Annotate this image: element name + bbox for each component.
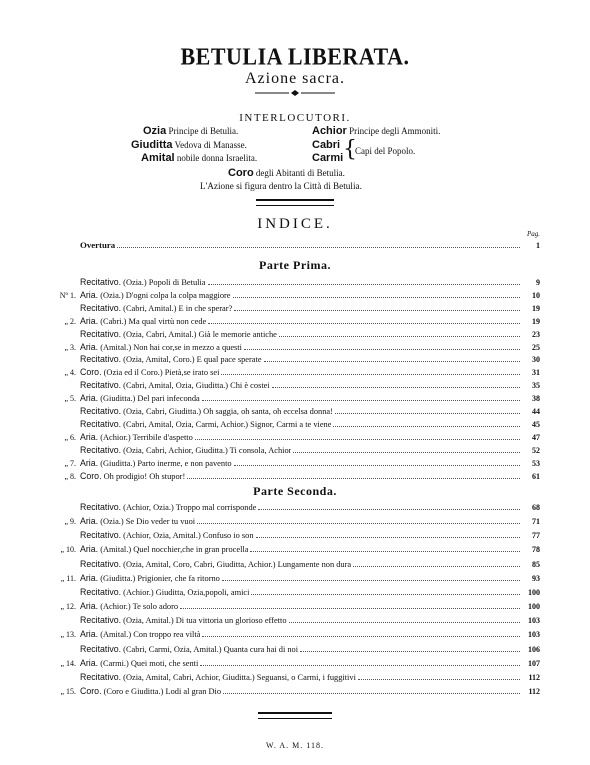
entry-type: Recitativo. — [80, 328, 122, 339]
index-heading: INDICE. — [257, 216, 333, 232]
index-row — [50, 405, 540, 417]
entry-text: (Cabri.) Ma qual virtù non cede — [98, 316, 207, 326]
entry-title — [80, 328, 277, 341]
entry-number: „ 13. — [60, 630, 76, 640]
entry-type: Aria. — [80, 657, 99, 668]
index-row — [50, 628, 540, 640]
entry-text: (Achior.) Terribile d'aspetto — [98, 432, 193, 442]
entry-text: (Giuditta.) Prigionier, che fa ritorno — [98, 573, 220, 583]
entry-text: (Ozia, Amital, Coro.) E qual pace sperate — [121, 355, 262, 365]
entry-number: „ 7. — [64, 458, 76, 468]
entry-type: Recitativo. — [80, 444, 122, 455]
index-row — [50, 470, 540, 482]
entry-type: Aria. — [80, 315, 99, 326]
leader-dots — [202, 392, 520, 401]
entry-number: „ 4. — [64, 368, 76, 378]
cast-cabri — [312, 139, 340, 151]
entry-number: „ 3. — [64, 342, 76, 352]
entry-text: (Ozia, Amital, Cabri, Achior, Giuditta.) Seguansi, o Carmi, i fuggitivi — [121, 672, 356, 682]
index-row — [50, 392, 540, 404]
entry-title — [80, 431, 193, 444]
entry-type: Aria. — [80, 601, 99, 612]
entry-text: (Ozia.) Se Dio veder tu vuoi — [98, 517, 196, 527]
entry-type: Recitativo. — [80, 671, 122, 682]
entry-title — [80, 392, 200, 405]
entry-title — [80, 341, 242, 354]
entry-title — [80, 302, 232, 315]
leader-dots — [234, 302, 520, 311]
leader-dots — [222, 572, 520, 581]
entry-title — [80, 600, 178, 613]
index-row — [50, 643, 540, 655]
entry-page: 10 — [532, 290, 540, 300]
entry-type: Coro. — [80, 367, 102, 378]
leader-dots — [244, 341, 520, 350]
entry-title — [80, 614, 287, 627]
entry-title — [80, 418, 331, 431]
entry-title — [80, 685, 221, 698]
cast-name: Coro — [228, 167, 254, 179]
cast-desc: Capi del Popolo. — [355, 146, 416, 156]
entry-number: „ 10. — [60, 545, 76, 555]
index-row — [50, 671, 540, 683]
leader-dots — [293, 444, 520, 453]
leader-dots — [353, 558, 520, 567]
index-row — [50, 379, 540, 391]
cast-name: Cabri — [312, 139, 341, 151]
leader-dots — [289, 614, 520, 623]
part-two-heading: Parte Seconda. — [253, 484, 337, 498]
entry-text: (Amital.) Non hai cor,se in mezzo a questi — [98, 342, 242, 352]
cast-name: Carmi — [312, 152, 344, 164]
page-column-label: Pag. — [526, 230, 540, 238]
cast-coro — [228, 167, 345, 179]
entry-text: (Amital.) Con troppo rea viltà — [98, 630, 201, 640]
entry-type: Recitativo. — [80, 586, 122, 597]
entry-text: (Achior, Ozia.) Troppo mal corrisponde — [121, 503, 257, 512]
entry-page: 100 — [528, 602, 540, 612]
leader-dots — [251, 586, 520, 595]
cast-giuditta — [131, 139, 247, 151]
entry-title — [80, 543, 248, 556]
entry-type: Recitativo. — [80, 302, 122, 313]
entry-text: (Ozia, Amital.) Di tua vittoria un glorioso effetto — [121, 616, 287, 626]
entry-title — [80, 501, 256, 514]
entry-text: (Giuditta.) Parto inerme, e non pavento — [98, 458, 232, 468]
entry-text: (Ozia, Cabri, Giuditta.) Oh saggia, oh santa, oh eccelsa donna! — [121, 407, 333, 416]
entry-text: Oh prodigio! Oh stupor! — [101, 471, 186, 481]
entry-number: „ 6. — [64, 432, 76, 442]
index-row — [50, 515, 540, 527]
leader-dots — [223, 685, 520, 694]
setting-note: L'Azione si figura dentro la Città di Betulia. — [200, 181, 362, 191]
entry-title — [80, 643, 298, 656]
entry-type: Aria. — [80, 516, 99, 527]
entry-text: (Carmi.) Quei moti, che senti — [98, 658, 199, 668]
entry-title — [80, 586, 249, 599]
leader-dots — [180, 600, 520, 609]
leader-dots — [250, 543, 520, 552]
leader-dots — [233, 289, 520, 298]
entry-text: (Ozia ed il Coro.) Pietà,se irato sei — [101, 368, 220, 378]
entry-type: Recitativo. — [80, 615, 122, 626]
leader-dots — [358, 671, 520, 680]
plate-number: W. A. M. 118. — [266, 741, 324, 750]
index-row — [50, 529, 540, 541]
entry-page: 107 — [528, 658, 540, 668]
index-row — [50, 572, 540, 584]
leader-dots — [200, 657, 520, 666]
entry-page: 19 — [532, 303, 540, 313]
entry-page: 9 — [536, 278, 540, 287]
index-row — [50, 657, 540, 669]
leader-dots — [208, 276, 520, 285]
index-row — [50, 276, 540, 288]
cast-achior — [312, 125, 440, 137]
entry-type: Aria. — [80, 629, 99, 640]
entry-text: (Ozia, Amital, Coro, Cabri, Giuditta, Achior.) Lungamente non dura — [121, 559, 352, 569]
entry-text: (Ozia.) D'ogni colpa la colpa maggiore — [98, 290, 231, 300]
entry-number: „ 14. — [60, 658, 76, 668]
entry-title — [80, 515, 195, 528]
index-row — [50, 353, 540, 365]
entry-text: (Ozia, Cabri, Amital.) Già le memorie antiche — [121, 329, 277, 339]
entry-title — [80, 572, 220, 585]
entry-text: (Coro e Giuditta.) Lodi al gran Dio — [101, 686, 222, 696]
entry-title — [80, 671, 356, 684]
entry-page: 106 — [528, 644, 540, 654]
index-row — [50, 614, 540, 626]
entry-type: Recitativo. — [80, 502, 122, 512]
entry-text: (Ozia.) Popoli di Betulia — [121, 278, 206, 287]
entry-type: Aria. — [80, 431, 99, 442]
leader-dots — [208, 315, 520, 324]
entry-type: Aria. — [80, 289, 99, 300]
entry-number: „ 11. — [60, 573, 76, 583]
entry-page: 93 — [532, 573, 540, 583]
entry-page: 1 — [536, 241, 540, 250]
entry-type: Recitativo. — [80, 643, 122, 654]
entry-page: 35 — [532, 381, 540, 391]
index-row — [50, 543, 540, 555]
entry-text: (Achior.) Giuditta, Ozia,popoli, amici — [121, 587, 250, 597]
entry-title — [80, 657, 198, 670]
entry-text: (Achior, Ozia, Amital.) Confuso io son — [121, 531, 254, 541]
work-subtitle: Azione sacra. — [244, 70, 346, 87]
entry-text: (Cabri, Amital.) E in che sperar? — [121, 303, 233, 313]
entry-type: Aria. — [80, 572, 99, 583]
entry-text: (Giuditta.) Del pari infeconda — [98, 394, 200, 404]
entry-page: 30 — [532, 355, 540, 365]
cast-amital — [141, 152, 257, 164]
entry-type: Recitativo. — [80, 380, 122, 391]
cast-desc: Principe di Betulia. — [168, 126, 239, 136]
index-row — [50, 685, 540, 697]
leader-dots — [333, 418, 520, 427]
entry-number: „ 15. — [60, 686, 76, 696]
entry-type: Aria. — [80, 393, 99, 404]
entry-page: 25 — [532, 342, 540, 352]
entry-title — [80, 315, 206, 328]
entry-type: Aria. — [80, 341, 99, 352]
entry-text: (Amital.) Quel nocchier,che in gran procella — [98, 545, 249, 555]
cast-capi — [355, 146, 415, 156]
leader-dots — [256, 529, 520, 538]
leader-dots — [195, 431, 520, 440]
end-rule — [258, 712, 332, 719]
entry-page: 112 — [528, 672, 540, 682]
index-row — [50, 366, 540, 378]
cast-carmi — [312, 152, 343, 164]
entry-page: 31 — [532, 368, 540, 378]
index-row — [50, 558, 540, 570]
index-row — [50, 501, 540, 513]
index-row — [50, 457, 540, 469]
cast-desc: nobile donna Israelita. — [176, 153, 258, 163]
entry-page: 68 — [532, 503, 540, 512]
index-row — [50, 341, 540, 353]
interlocutori-heading: INTERLOCUTORI. — [239, 112, 351, 124]
leader-dots — [300, 643, 520, 652]
entry-text: (Cabri, Amital, Ozia, Carmi, Achior.) Signor, Carmi a te viene — [121, 419, 332, 429]
entry-text: (Ozia, Cabri, Achior, Giuditta.) Ti consola, Achior — [121, 445, 292, 455]
entry-page: 53 — [532, 458, 540, 468]
entry-page: 78 — [532, 545, 540, 555]
entry-title — [80, 366, 219, 379]
entry-type: Recitativo. — [80, 418, 122, 429]
entry-text: (Cabri, Carmi, Ozia, Amital.) Quanta cura hai di noi — [121, 644, 299, 654]
entry-title — [80, 444, 291, 457]
entry-title — [80, 276, 206, 289]
entry-page: 45 — [532, 419, 540, 429]
index-row — [50, 328, 540, 340]
leader-dots — [202, 628, 520, 637]
entry-type: Coro. — [80, 685, 102, 696]
entry-type: Recitativo. — [80, 530, 122, 541]
entry-type: Aria. — [80, 457, 99, 468]
entry-title — [80, 529, 254, 542]
cast-desc: degli Abitanti di Betulia. — [255, 168, 345, 178]
section-rule — [256, 199, 334, 206]
index-row-overtura — [50, 239, 540, 251]
entry-title — [80, 289, 231, 302]
entry-page: 103 — [528, 630, 540, 640]
leader-dots — [117, 239, 520, 248]
leader-dots — [335, 405, 520, 414]
leader-dots — [234, 457, 520, 466]
index-row — [50, 315, 540, 327]
entry-title — [80, 558, 351, 571]
entry-number: Nº 1. — [59, 290, 76, 300]
entry-type: Recitativo. — [80, 354, 122, 365]
entry-title — [80, 457, 232, 470]
entry-title — [80, 353, 262, 366]
index-row — [50, 586, 540, 598]
entry-page: 44 — [532, 407, 540, 416]
cast-ozia — [143, 125, 238, 137]
index-row — [50, 289, 540, 301]
leader-dots — [221, 366, 520, 375]
entry-title — [80, 405, 333, 418]
index-row — [50, 302, 540, 314]
entry-page: 38 — [532, 394, 540, 404]
entry-page: 61 — [532, 471, 540, 481]
entry-text: (Achior.) Te solo adoro — [98, 602, 179, 612]
entry-page: 112 — [528, 686, 540, 696]
cast-name: Ozia — [143, 125, 167, 137]
entry-page: 77 — [532, 531, 540, 541]
entry-number: „ 2. — [64, 316, 76, 326]
cast-desc: Principe degli Ammoniti. — [349, 126, 441, 136]
leader-dots — [279, 328, 520, 337]
index-row — [50, 431, 540, 443]
entry-page: 100 — [528, 587, 540, 597]
leader-dots — [272, 379, 520, 388]
cast-name: Giuditta — [131, 139, 173, 151]
entry-type: Recitativo. — [80, 558, 122, 569]
cast-name: Amital — [141, 152, 175, 164]
entry-page: 52 — [532, 445, 540, 455]
leader-dots — [264, 353, 520, 362]
leader-dots — [197, 515, 520, 524]
ornament-divider — [255, 90, 335, 96]
entry-page: 103 — [528, 616, 540, 626]
part-one-heading: Parte Prima. — [259, 258, 331, 272]
entry-page: 23 — [532, 329, 540, 339]
entry-title: Overtura — [80, 240, 116, 250]
index-row — [50, 418, 540, 430]
leader-dots — [258, 501, 520, 510]
entry-page: 19 — [532, 316, 540, 326]
cast-name: Achior — [312, 125, 347, 137]
work-title: BETULIA LIBERATA. — [180, 42, 410, 71]
entry-type: Recitativo. — [80, 406, 122, 416]
entry-number: „ 12. — [60, 602, 76, 612]
entry-title — [80, 379, 270, 392]
entry-text: (Cabri, Amital, Ozia, Giuditta.) Chi è costei — [121, 381, 270, 391]
cast-desc: Vedova di Manasse. — [174, 140, 247, 150]
entry-number: „ 8. — [64, 471, 76, 481]
entry-page: 85 — [532, 559, 540, 569]
entry-title — [80, 470, 185, 483]
index-row — [50, 444, 540, 456]
leader-dots — [187, 470, 520, 479]
entry-number: „ 9. — [64, 517, 76, 527]
entry-type: Coro. — [80, 470, 102, 481]
entry-number: „ 5. — [64, 394, 76, 404]
brace-glyph: { — [343, 137, 357, 162]
entry-page: 47 — [532, 432, 540, 442]
index-row — [50, 600, 540, 612]
entry-type: Recitativo. — [80, 277, 122, 287]
entry-page: 71 — [532, 517, 540, 527]
entry-type: Aria. — [80, 544, 99, 555]
entry-title — [80, 628, 200, 641]
